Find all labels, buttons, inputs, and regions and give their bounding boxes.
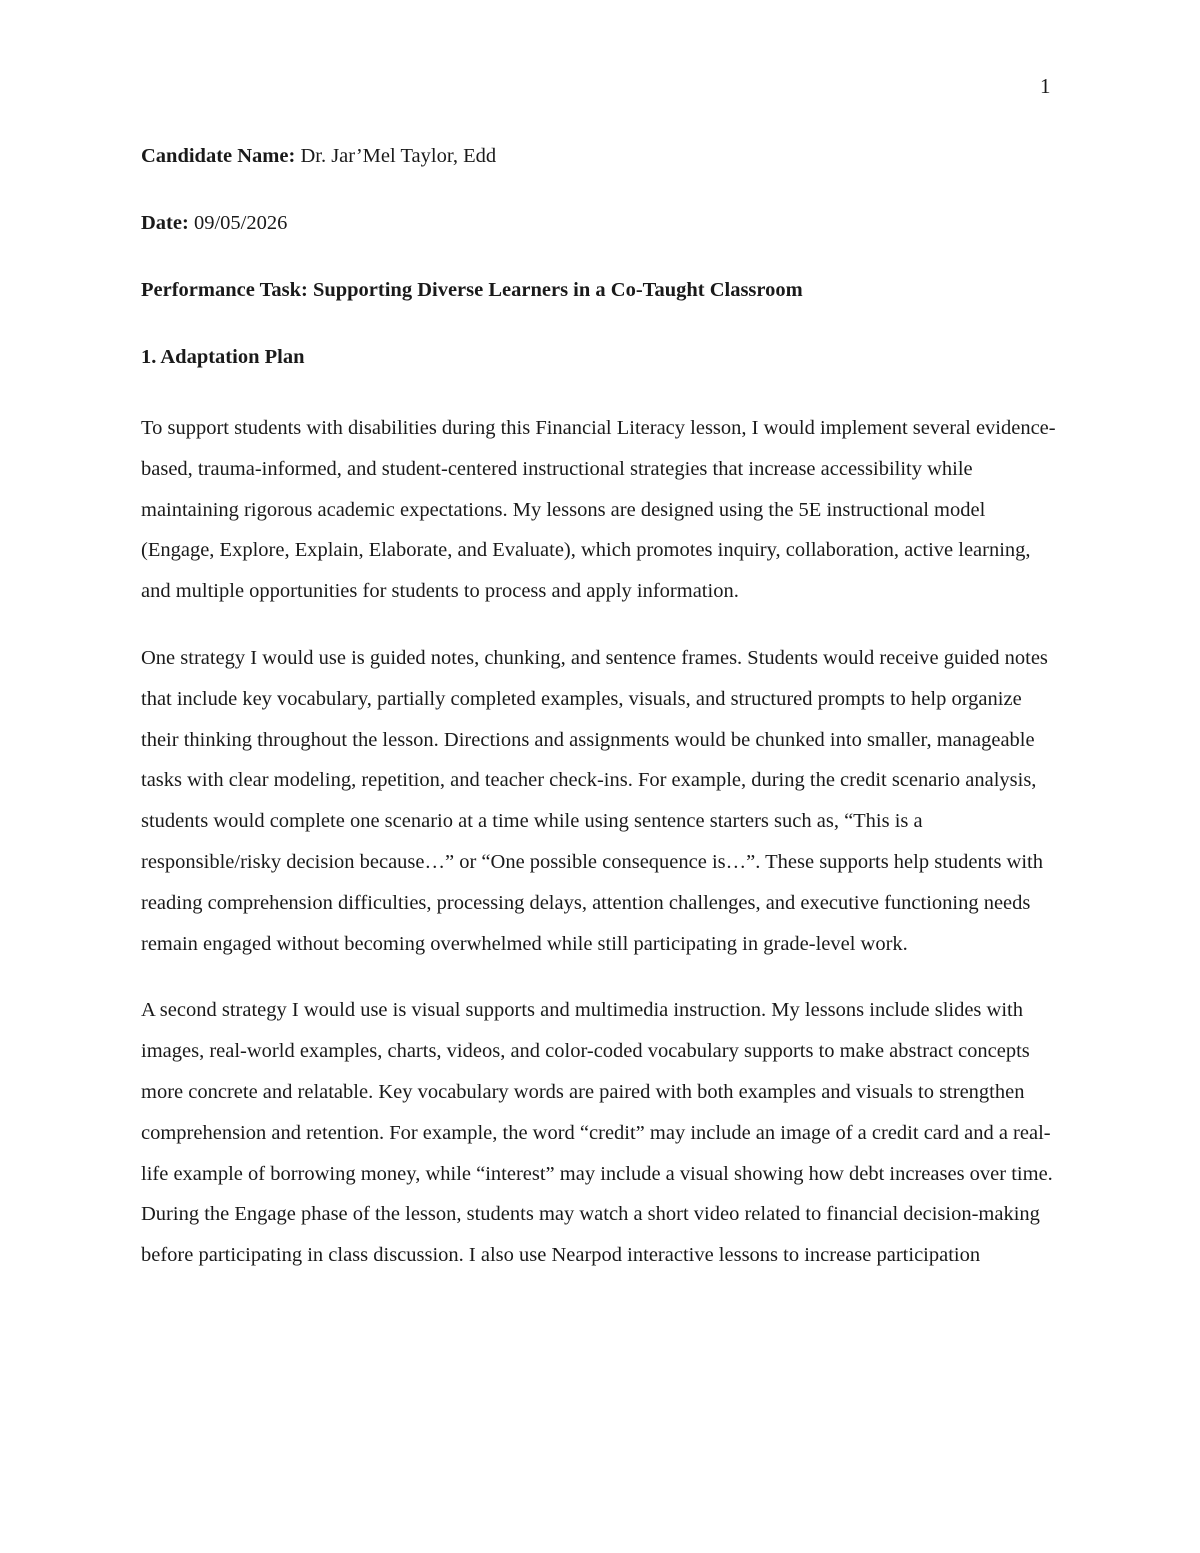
document-body [141, 140, 1061, 1302]
paragraph-strategy-two: A second strategy I would use is visual supports and multimedia instruction. My lessons include slides with images, real-world examples, charts, videos, and color-coded vocabulary supports to make abstract concepts more concrete and relatable. Key vocabulary words are paired with both examples and visuals to strengthen comprehension and retention. For example, the word “credit” may include an image of a credit card and a real-life example of borrowing money, while “interest” may include a visual showing how debt increases over time. During the Engage phase of the lesson, students may watch a short video related to financial decision-making before participating in class discussion. I also use Nearpod interactive lessons to increase participation [141, 999, 1053, 1267]
section-heading: 1. Adaptation Plan [141, 346, 305, 368]
date-line [141, 207, 1061, 239]
performance-task-label: Performance Task: [141, 279, 308, 301]
date-value: 09/05/2026 [193, 212, 288, 234]
candidate-name-value: Dr. Jar’Mel Taylor, Edd [300, 145, 497, 167]
candidate-name-label: Candidate Name: [141, 145, 296, 167]
paragraph-strategy-one: One strategy I would use is guided notes, chunking, and sentence frames. Students would receive guided notes that include key vocabulary, partially completed examples, visuals, and structured prompts to help organize their thinking throughout the lesson. Directions and assignments would be chunked into smaller, manageable tasks with clear modeling, repetition, and teacher check-ins. For example, during the credit scenario analysis, students would complete one scenario at a time while using sentence starters such as, “This is a responsible/risky decision because…” or “One possible consequence is…”. These supports help students with reading comprehension difficulties, processing delays, attention challenges, and executive functioning needs remain engaged without becoming overwhelmed while still participating in grade-level work. [141, 646, 1048, 955]
candidate-name-line [141, 140, 1061, 172]
date-label: Date: [141, 212, 189, 234]
performance-task-title [141, 274, 1061, 306]
paragraph-intro: To support students with disabilities during this Financial Literacy lesson, I would implement several evidence-based, trauma-informed, and student-centered instructional strategies that increase accessibility while maintaining rigorous academic expectations. My lessons are designed using the 5E instructional model (Engage, Explore, Explain, Elaborate, and Evaluate), which promotes inquiry, collaboration, active learning, and multiple opportunities for students to process and apply information. [141, 417, 1056, 603]
performance-task-name: Supporting Diverse Learners in a Co-Taught Classroom [312, 279, 803, 301]
page-number: 1 [1040, 74, 1051, 98]
